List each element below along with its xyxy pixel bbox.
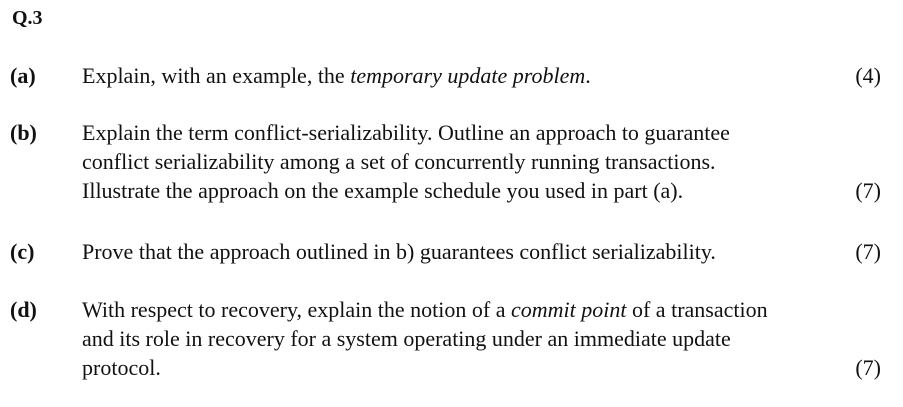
part-b-text <box>82 118 842 205</box>
part-d-label: (d) <box>10 297 37 322</box>
part-a-marks: (4) <box>855 63 881 88</box>
part-d-text <box>82 295 842 382</box>
part-b-line-2: conflict serializability among a set of concurrently running transactions. <box>82 149 716 174</box>
part-b-line-1: Explain the term conflict-serializability. Outline an approach to guarantee <box>82 120 730 145</box>
part-d-line-1-post: of a transaction <box>626 297 768 322</box>
part-c-line-1: Prove that the approach outlined in b) guarantees conflict serializability. <box>82 239 716 264</box>
part-a-label: (a) <box>10 63 36 88</box>
part-b-line-3: Illustrate the approach on the example schedule you used in part (a). <box>82 178 684 203</box>
part-a-text <box>82 61 842 90</box>
part-c-label: (c) <box>10 239 35 264</box>
part-d-marks: (7) <box>855 355 881 380</box>
part-b-label: (b) <box>10 120 37 145</box>
part-a-line-1-pre: Explain, with an example, the <box>82 63 351 88</box>
part-d-line-1 <box>82 295 842 324</box>
part-d-line-3: protocol. <box>82 355 161 380</box>
part-a-line-1 <box>82 61 842 90</box>
part-d-emphasis: commit point <box>510 297 627 322</box>
question-number: Q.3 <box>12 7 43 29</box>
part-d-line-2: and its role in recovery for a system operating under an immediate update <box>82 326 731 351</box>
part-a-emphasis: temporary update problem <box>350 63 586 88</box>
part-b-marks: (7) <box>855 178 881 203</box>
part-c-marks: (7) <box>855 239 881 264</box>
part-c-text <box>82 237 842 266</box>
part-a-line-1-post: . <box>585 63 591 88</box>
part-d-line-1-pre: With respect to recovery, explain the notion of a <box>82 297 511 322</box>
